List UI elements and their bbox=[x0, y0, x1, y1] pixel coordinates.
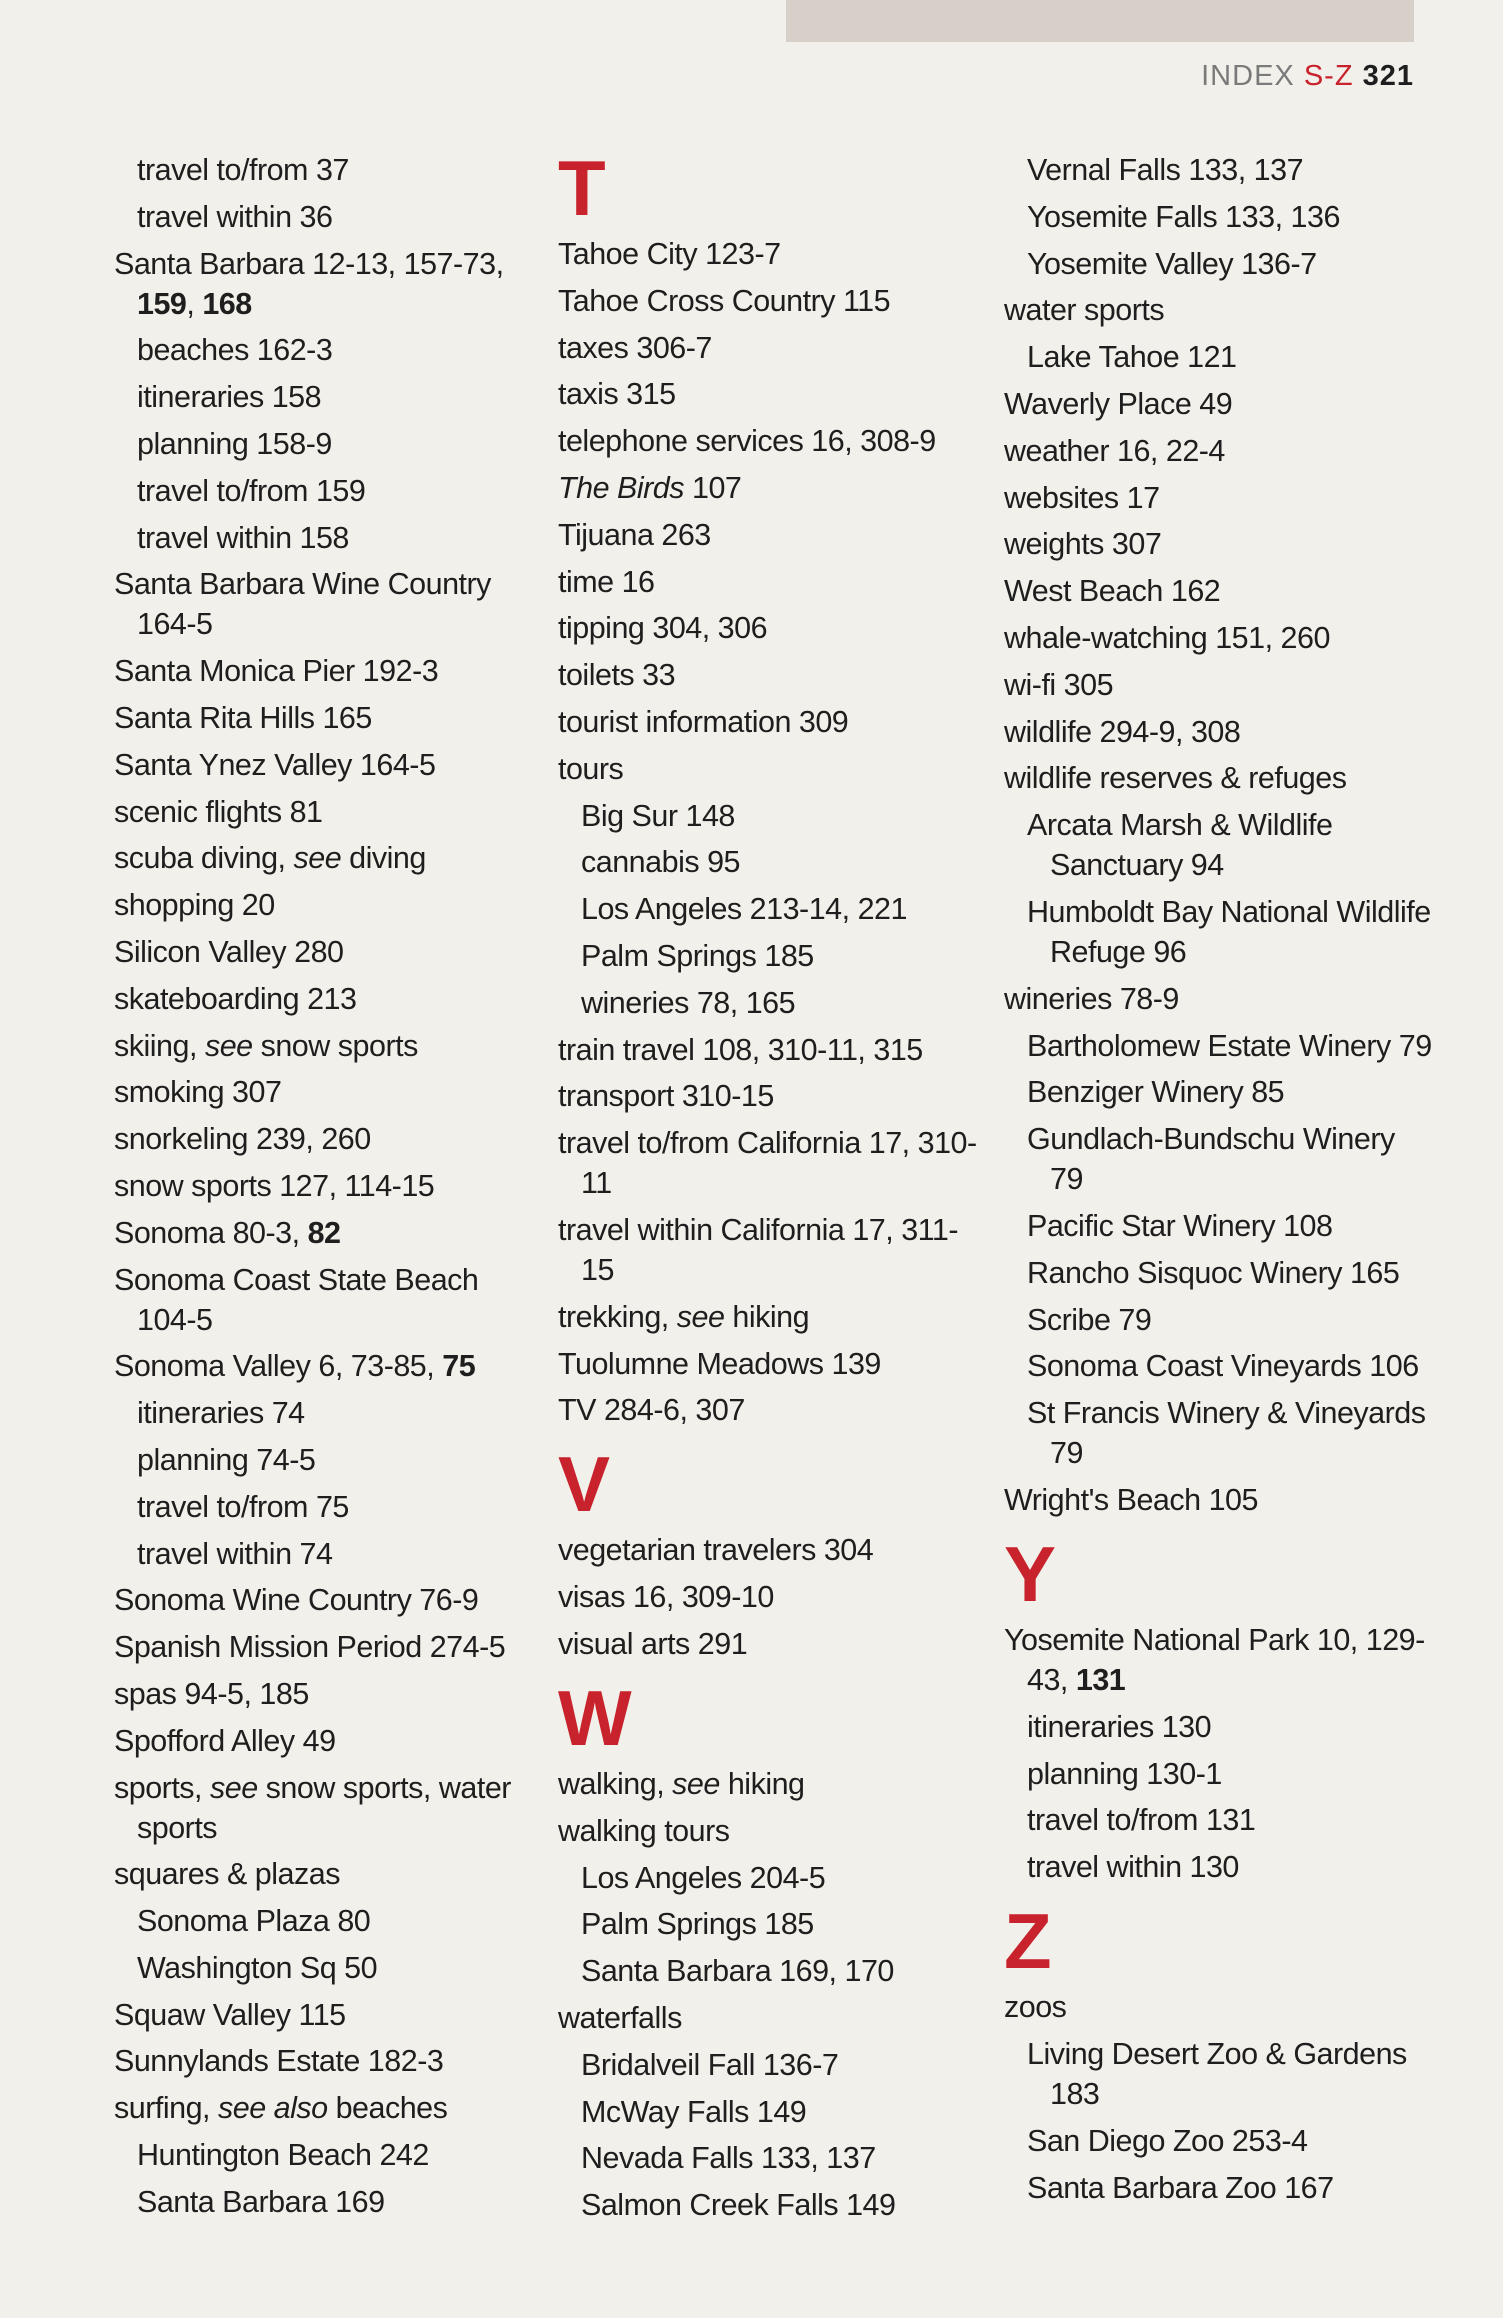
entry-text: itineraries 158 bbox=[137, 380, 322, 415]
entry-text: Yosemite Falls 133, 136 bbox=[1027, 199, 1340, 234]
index-entry bbox=[558, 468, 988, 508]
index-entry bbox=[114, 1721, 544, 1761]
entry-text: Silicon Valley 280 bbox=[114, 934, 344, 969]
entry-text: , bbox=[186, 286, 203, 321]
index-entry bbox=[1004, 1987, 1434, 2027]
entry-italic-text: see also bbox=[218, 2091, 328, 2126]
entry-text: snow sports, water sports bbox=[137, 1770, 511, 1845]
index-entry bbox=[114, 1346, 544, 1386]
index-entry bbox=[1004, 979, 1434, 1019]
index-entry bbox=[558, 515, 988, 555]
entry-text: Sonoma Coast State Beach 104-5 bbox=[114, 1262, 479, 1337]
entry-text: water sports bbox=[1004, 293, 1165, 328]
entry-text: skateboarding 213 bbox=[114, 981, 357, 1016]
section-letter: V bbox=[558, 1440, 611, 1529]
index-subentry bbox=[1004, 2121, 1434, 2161]
entry-text: Sonoma Coast Vineyards 106 bbox=[1027, 1349, 1419, 1384]
index-entry bbox=[1004, 712, 1434, 752]
index-subentry bbox=[558, 1951, 988, 1991]
index-entry bbox=[558, 1123, 988, 1203]
entry-text: Los Angeles 213-14, 221 bbox=[581, 892, 907, 927]
section-letter: Z bbox=[1004, 1897, 1052, 1986]
index-entry bbox=[558, 655, 988, 695]
entry-text: scuba diving, bbox=[114, 841, 294, 876]
index-entry bbox=[558, 234, 988, 274]
index-entry bbox=[114, 885, 544, 925]
page-number: 321 bbox=[1362, 60, 1414, 92]
index-subentry bbox=[1004, 892, 1434, 972]
index-entry bbox=[114, 2041, 544, 2081]
entry-page-ref-bold: 168 bbox=[202, 286, 252, 321]
entry-text: itineraries 74 bbox=[137, 1396, 305, 1431]
entry-text: Tahoe City 123-7 bbox=[558, 237, 781, 271]
entry-text: Scribe 79 bbox=[1027, 1302, 1152, 1337]
index-entry bbox=[114, 1072, 544, 1112]
entry-text: beaches 162-3 bbox=[137, 333, 333, 368]
index-entry bbox=[114, 745, 544, 785]
index-subentry bbox=[1004, 244, 1434, 284]
index-subentry bbox=[114, 377, 544, 417]
index-column-3 bbox=[1004, 150, 1434, 2214]
entry-text: planning 74-5 bbox=[137, 1442, 316, 1477]
entry-text: travel within 36 bbox=[137, 199, 333, 234]
entry-text: travel to/from 75 bbox=[137, 1489, 349, 1524]
entry-text: Tahoe Cross Country 115 bbox=[558, 283, 891, 318]
entry-text: zoos bbox=[1004, 1990, 1067, 2025]
entry-text: Living Desert Zoo & Gardens 183 bbox=[1027, 2036, 1407, 2111]
entry-italic-text: see bbox=[204, 1028, 253, 1063]
entry-text: visas 16, 309-10 bbox=[558, 1580, 774, 1615]
entry-text: Rancho Sisquoc Winery 165 bbox=[1027, 1255, 1400, 1290]
entry-text: Yosemite National Park 10, 129-43, bbox=[1004, 1622, 1425, 1697]
index-entry bbox=[558, 1030, 988, 1070]
entry-text: travel to/from 131 bbox=[1027, 1803, 1256, 1838]
entry-text: hiking bbox=[724, 1299, 810, 1334]
index-entry bbox=[558, 1076, 988, 1116]
entry-text: Santa Monica Pier 192-3 bbox=[114, 654, 439, 689]
entry-text: skiing, bbox=[114, 1028, 205, 1063]
index-subentry bbox=[114, 1487, 544, 1527]
index-subentry bbox=[1004, 1072, 1434, 1112]
entry-text: telephone services 16, 308-9 bbox=[558, 424, 936, 459]
index-entry bbox=[114, 1166, 544, 1206]
entry-text: Salmon Creek Falls 149 bbox=[581, 2188, 896, 2223]
index-entry bbox=[558, 281, 988, 321]
section-letter: W bbox=[558, 1673, 632, 1762]
entry-text: walking tours bbox=[558, 1813, 730, 1848]
entry-text: Huntington Beach 242 bbox=[137, 2138, 429, 2173]
index-entry bbox=[558, 421, 988, 461]
entry-text: Santa Barbara Zoo 167 bbox=[1027, 2170, 1334, 2205]
entry-text: wildlife 294-9, 308 bbox=[1004, 714, 1241, 749]
entry-text: Bartholomew Estate Winery 79 bbox=[1027, 1028, 1432, 1063]
entry-text: Tijuana 263 bbox=[558, 517, 711, 552]
index-entry bbox=[558, 1998, 988, 2038]
index-subentry bbox=[558, 2092, 988, 2132]
index-subentry bbox=[558, 796, 988, 836]
entry-text: hiking bbox=[719, 1766, 805, 1801]
index-entry bbox=[1004, 571, 1434, 611]
entry-text: snorkeling 239, 260 bbox=[114, 1122, 371, 1157]
index-column-2 bbox=[558, 144, 988, 2232]
entry-text: Arcata Marsh & Wildlife Sanctuary 94 bbox=[1027, 808, 1333, 883]
entry-text: Santa Barbara 12-13, 157-73, bbox=[114, 246, 504, 281]
entry-text: walking, bbox=[558, 1766, 673, 1801]
entry-text: beaches bbox=[327, 2091, 448, 2126]
index-entry bbox=[114, 979, 544, 1019]
entry-text: tourist information 309 bbox=[558, 704, 849, 739]
index-subentry bbox=[114, 471, 544, 511]
index-subentry bbox=[114, 330, 544, 370]
entry-text: travel within 158 bbox=[137, 520, 349, 555]
entry-text: Spanish Mission Period 274-5 bbox=[114, 1630, 506, 1665]
index-entry bbox=[114, 1580, 544, 1620]
index-entry bbox=[1004, 478, 1434, 518]
entry-page-ref-bold: 75 bbox=[442, 1349, 476, 1384]
index-entry bbox=[114, 1854, 544, 1894]
index-subentry bbox=[1004, 1800, 1434, 1840]
entry-text: travel to/from 37 bbox=[137, 153, 349, 187]
index-subentry bbox=[558, 2138, 988, 2178]
entry-text: trekking, bbox=[558, 1299, 677, 1334]
entry-italic-text: see bbox=[676, 1299, 725, 1334]
index-subentry bbox=[1004, 1707, 1434, 1747]
index-subentry bbox=[558, 1858, 988, 1898]
entry-text: transport 310-15 bbox=[558, 1079, 774, 1114]
entry-text: Gundlach-Bundschu Winery 79 bbox=[1027, 1122, 1395, 1197]
entry-text: squares & plazas bbox=[114, 1857, 340, 1892]
index-subentry bbox=[1004, 1119, 1434, 1199]
entry-text: San Diego Zoo 253-4 bbox=[1027, 2123, 1308, 2158]
index-subentry bbox=[558, 2045, 988, 2085]
index-subentry bbox=[1004, 1253, 1434, 1293]
index-entry bbox=[114, 1119, 544, 1159]
entry-text: wildlife reserves & refuges bbox=[1004, 761, 1347, 796]
entry-text: whale-watching 151, 260 bbox=[1004, 620, 1330, 655]
entry-page-ref-bold: 82 bbox=[307, 1215, 341, 1250]
index-subentry bbox=[1004, 1754, 1434, 1794]
entry-text: train travel 108, 310-11, 315 bbox=[558, 1032, 923, 1067]
index-entry bbox=[558, 1577, 988, 1617]
entry-text: Vernal Falls 133, 137 bbox=[1027, 153, 1304, 187]
entry-text: Benziger Winery 85 bbox=[1027, 1075, 1285, 1110]
entry-text: Lake Tahoe 121 bbox=[1027, 340, 1237, 375]
entry-text: websites 17 bbox=[1004, 480, 1160, 515]
entry-text: Tuolumne Meadows 139 bbox=[558, 1346, 881, 1381]
index-subentry bbox=[114, 2182, 544, 2222]
entry-text: toilets 33 bbox=[558, 658, 676, 693]
entry-text: snow sports 127, 114-15 bbox=[114, 1168, 435, 1203]
entry-text: Sonoma 80-3, bbox=[114, 1215, 308, 1250]
index-entry bbox=[1004, 1480, 1434, 1520]
index-subentry bbox=[114, 2135, 544, 2175]
index-entry bbox=[114, 651, 544, 691]
entry-text: weights 307 bbox=[1004, 527, 1162, 562]
index-subentry bbox=[1004, 1300, 1434, 1340]
index-subentry bbox=[114, 1440, 544, 1480]
entry-text: Palm Springs 185 bbox=[581, 1907, 814, 1942]
index-subentry bbox=[1004, 1346, 1434, 1386]
entry-text: Humboldt Bay National Wildlife Refuge 96 bbox=[1027, 894, 1431, 969]
entry-text: travel within 130 bbox=[1027, 1850, 1239, 1885]
entry-text: snow sports bbox=[252, 1028, 418, 1063]
entry-text: travel to/from 159 bbox=[137, 473, 366, 508]
entry-text: waterfalls bbox=[558, 2000, 682, 2035]
index-entry bbox=[558, 562, 988, 602]
index-entry bbox=[114, 1995, 544, 2035]
entry-text: Santa Ynez Valley 164-5 bbox=[114, 747, 436, 782]
index-column-1 bbox=[114, 150, 544, 2229]
entry-text: vegetarian travelers 304 bbox=[558, 1533, 874, 1568]
index-subentry bbox=[114, 424, 544, 464]
index-entry bbox=[114, 1768, 544, 1848]
entry-text: weather 16, 22-4 bbox=[1004, 433, 1225, 468]
index-entry bbox=[1004, 431, 1434, 471]
index-subentry bbox=[1004, 150, 1434, 190]
index-entry bbox=[114, 1674, 544, 1714]
index-entry bbox=[114, 1260, 544, 1340]
entry-text: 107 bbox=[684, 470, 742, 505]
entry-text: Waverly Place 49 bbox=[1004, 386, 1233, 421]
entry-text: itineraries 130 bbox=[1027, 1709, 1212, 1744]
entry-text: shopping 20 bbox=[114, 888, 275, 923]
entry-text: Sonoma Plaza 80 bbox=[137, 1904, 371, 1939]
entry-text: Santa Barbara 169 bbox=[137, 2184, 385, 2219]
entry-text: travel within California 17, 311-15 bbox=[558, 1212, 958, 1287]
index-entry bbox=[114, 1026, 544, 1066]
entry-text: planning 158-9 bbox=[137, 426, 332, 461]
index-subentry bbox=[1004, 197, 1434, 237]
entry-text: tours bbox=[558, 751, 624, 786]
index-subentry bbox=[1004, 1026, 1434, 1066]
entry-text: taxes 306-7 bbox=[558, 330, 712, 365]
entry-text: surfing, bbox=[114, 2091, 218, 2126]
index-subentry bbox=[558, 983, 988, 1023]
entry-text: Santa Rita Hills 165 bbox=[114, 700, 372, 735]
index-entry bbox=[558, 1624, 988, 1664]
index-subentry bbox=[114, 518, 544, 558]
entry-text: Yosemite Valley 136-7 bbox=[1027, 246, 1317, 281]
index-entry bbox=[114, 698, 544, 738]
index-subentry bbox=[558, 889, 988, 929]
index-entry bbox=[558, 1344, 988, 1384]
entry-text: Bridalveil Fall 136-7 bbox=[581, 2047, 839, 2082]
entry-text: wi-fi 305 bbox=[1004, 667, 1114, 702]
index-subentry bbox=[114, 1901, 544, 1941]
entry-page-ref-bold: 131 bbox=[1075, 1662, 1126, 1697]
entry-text: Sunnylands Estate 182-3 bbox=[114, 2044, 444, 2079]
entry-text: planning 130-1 bbox=[1027, 1756, 1222, 1791]
entry-text: travel within 74 bbox=[137, 1536, 333, 1571]
entry-text: West Beach 162 bbox=[1004, 574, 1221, 609]
index-entry bbox=[1004, 758, 1434, 798]
index-subentry bbox=[558, 1904, 988, 1944]
index-entry bbox=[558, 1390, 988, 1430]
entry-text: Spofford Alley 49 bbox=[114, 1723, 336, 1758]
index-subentry bbox=[114, 1534, 544, 1574]
entry-text: McWay Falls 149 bbox=[581, 2094, 807, 2129]
entry-italic-text: see bbox=[672, 1766, 720, 1801]
entry-text: Big Sur 148 bbox=[581, 798, 735, 833]
entry-text: time 16 bbox=[558, 564, 655, 599]
entry-text: taxis 315 bbox=[558, 377, 676, 412]
entry-text: Wright's Beach 105 bbox=[1004, 1482, 1258, 1517]
entry-text: travel to/from California 17, 310-11 bbox=[558, 1126, 977, 1201]
index-subentry bbox=[114, 1948, 544, 1988]
index-entry bbox=[1004, 618, 1434, 658]
entry-text: Pacific Star Winery 108 bbox=[1027, 1208, 1333, 1243]
entry-text: Nevada Falls 133, 137 bbox=[581, 2141, 876, 2176]
index-entry bbox=[114, 244, 544, 324]
entry-page-ref-bold: 159 bbox=[137, 286, 187, 321]
entry-text: Washington Sq 50 bbox=[137, 1950, 378, 1985]
entry-italic-text: The Birds bbox=[558, 470, 685, 505]
section-letter: T bbox=[558, 144, 606, 232]
index-entry bbox=[1004, 665, 1434, 705]
index-entry bbox=[114, 1627, 544, 1667]
entry-text: TV 284-6, 307 bbox=[558, 1393, 745, 1428]
entry-text: wineries 78, 165 bbox=[581, 985, 796, 1020]
index-entry bbox=[1004, 524, 1434, 564]
entry-italic-text: see bbox=[293, 841, 342, 876]
running-head bbox=[1201, 60, 1414, 93]
entry-text: Sonoma Valley 6, 73-85, bbox=[114, 1349, 443, 1384]
entry-text: Los Angeles 204-5 bbox=[581, 1860, 826, 1895]
entry-text: diving bbox=[341, 841, 426, 876]
index-entry bbox=[114, 2088, 544, 2128]
index-subentry bbox=[1004, 2168, 1434, 2208]
entry-text: smoking 307 bbox=[114, 1075, 282, 1110]
index-entry bbox=[558, 1811, 988, 1851]
index-subentry bbox=[114, 1393, 544, 1433]
section-letter: Y bbox=[1004, 1529, 1057, 1618]
entry-text: sports, bbox=[114, 1770, 211, 1805]
entry-text: Squaw Valley 115 bbox=[114, 1997, 346, 2032]
index-subentry bbox=[558, 936, 988, 976]
entry-text: Santa Barbara Wine Country 164-5 bbox=[114, 567, 491, 642]
entry-text: St Francis Winery & Vineyards 79 bbox=[1027, 1396, 1426, 1471]
index-entry bbox=[114, 1213, 544, 1253]
index-entry bbox=[558, 749, 988, 789]
index-entry bbox=[1004, 290, 1434, 330]
entry-text: scenic flights 81 bbox=[114, 794, 323, 829]
entry-text: Palm Springs 185 bbox=[581, 938, 814, 973]
entry-text: cannabis 95 bbox=[581, 845, 740, 880]
index-subentry bbox=[1004, 1847, 1434, 1887]
index-entry bbox=[114, 932, 544, 972]
index-subentry bbox=[558, 842, 988, 882]
index-subentry bbox=[1004, 1206, 1434, 1246]
index-entry bbox=[1004, 1620, 1434, 1700]
entry-text: spas 94-5, 185 bbox=[114, 1676, 309, 1711]
index-entry bbox=[558, 328, 988, 368]
entry-text: Santa Barbara 169, 170 bbox=[581, 1954, 894, 1989]
index-subentry bbox=[1004, 1393, 1434, 1473]
index-subentry bbox=[114, 197, 544, 237]
index-entry bbox=[558, 608, 988, 648]
index-entry bbox=[114, 564, 544, 644]
index-subentry bbox=[1004, 805, 1434, 885]
page-top-tab bbox=[786, 0, 1414, 42]
index-entry bbox=[114, 838, 544, 878]
index-entry bbox=[1004, 384, 1434, 424]
index-subentry bbox=[1004, 337, 1434, 377]
index-entry bbox=[558, 1210, 988, 1290]
index-entry bbox=[558, 702, 988, 742]
running-head-letters: S-Z bbox=[1303, 60, 1354, 92]
entry-text: wineries 78-9 bbox=[1004, 981, 1179, 1016]
entry-text: visual arts 291 bbox=[558, 1626, 748, 1661]
index-entry bbox=[558, 374, 988, 414]
index-subentry bbox=[114, 150, 544, 190]
entry-italic-text: see bbox=[210, 1770, 258, 1805]
entry-text: tipping 304, 306 bbox=[558, 611, 768, 646]
running-head-index: INDEX bbox=[1201, 60, 1295, 92]
index-entry bbox=[558, 1530, 988, 1570]
index-entry bbox=[558, 1297, 988, 1337]
index-entry bbox=[114, 792, 544, 832]
entry-text: Sonoma Wine Country 76-9 bbox=[114, 1583, 479, 1618]
index-entry bbox=[558, 1764, 988, 1804]
index-subentry bbox=[1004, 2034, 1434, 2114]
index-subentry bbox=[558, 2185, 988, 2225]
